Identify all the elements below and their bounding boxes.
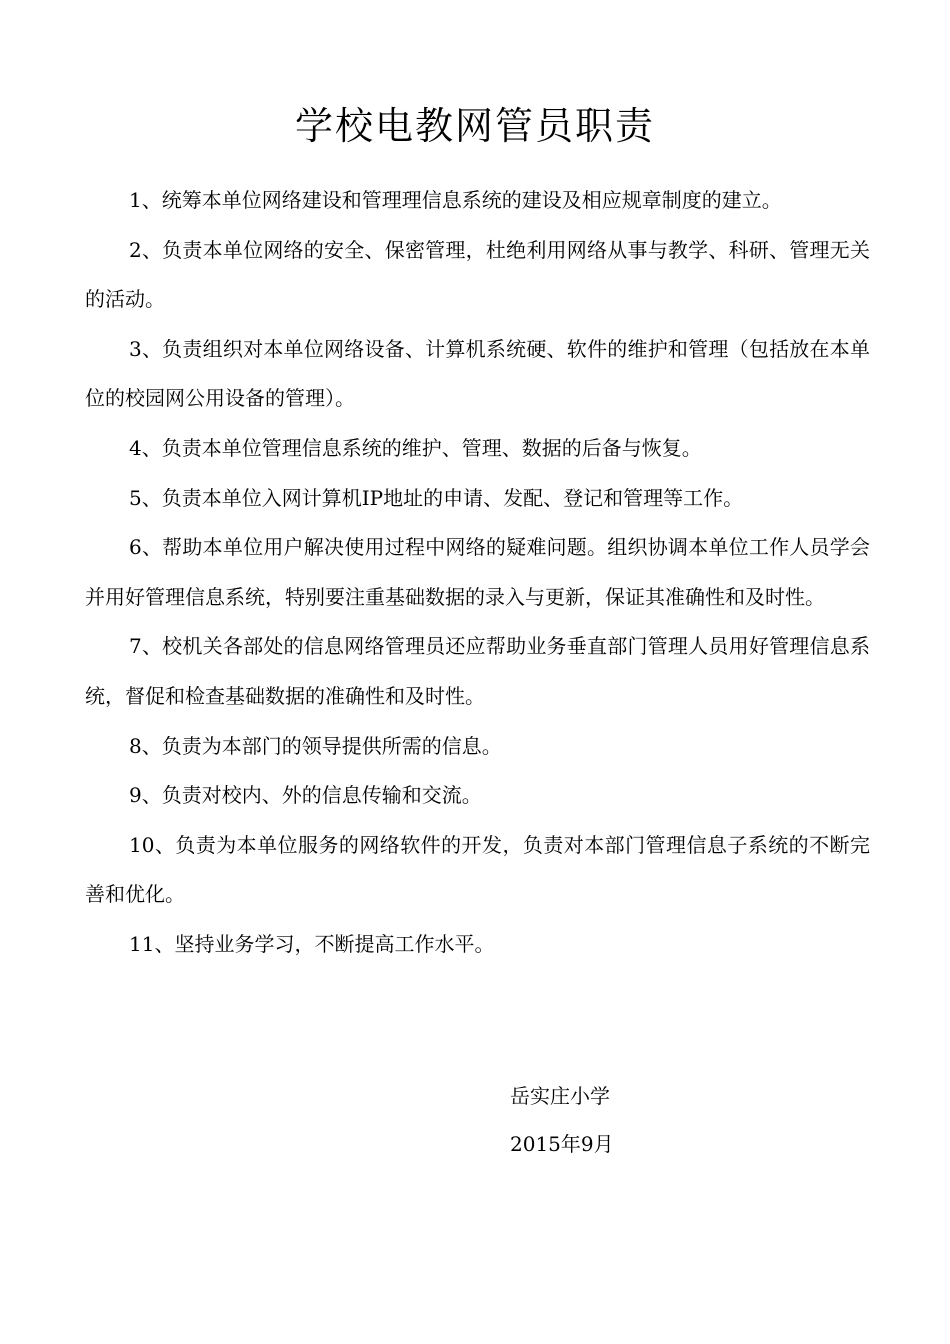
duty-list <box>85 176 870 970</box>
duty-item-7: 7、校机关各部处的信息网络管理员还应帮助业务垂直部门管理人员用好管理信息系统，督促和检查基础数据的准确性和及时性。 <box>85 634 870 708</box>
duty-item-10: 10、负责为本单位服务的网络软件的开发，负责对本部门管理信息子系统的不断完善和优化。 <box>85 832 870 907</box>
duty-item-11: 11、坚持业务学习，不断提高工作水平。 <box>129 931 495 956</box>
duty-item-6: 6、帮助本单位用户解决使用过程中网络的疑难问题。组织协调本单位工作人员学会并用好管理信息系统，特别要注重基础数据的录入与更新，保证其准确性和及时性。 <box>85 535 870 609</box>
duty-item-4: 4、负责本单位管理信息系统的维护、管理、数据的后备与恢复。 <box>129 435 702 460</box>
document-title: 学校电教网管员职责 <box>294 104 655 148</box>
signature-date: 2015年9月 <box>510 1132 614 1156</box>
duty-item-2: 2、负责本单位网络的安全、保密管理，杜绝利用网络从事与教学、科研、管理无关的活动。 <box>85 237 870 312</box>
duty-item-8: 8、负责为本部门的领导提供所需的信息。 <box>129 733 502 758</box>
duty-item-9: 9、负责对校内、外的信息传输和交流。 <box>129 783 482 808</box>
signature-organization: 岳实庄小学 <box>510 1084 610 1108</box>
duty-item-3: 3、负责组织对本单位网络设备、计算机系统硬、软件的维护和管理（包括放在本单位的校园网公用设备的管理）。 <box>85 336 870 411</box>
signature-block <box>510 1072 810 1168</box>
duty-item-5: 5、负责本单位入网计算机IP地址的申请、发配、登记和管理等工作。 <box>129 485 744 510</box>
duty-item-1: 1、统筹本单位网络建设和管理理信息系统的建设及相应规章制度的建立。 <box>129 188 782 212</box>
